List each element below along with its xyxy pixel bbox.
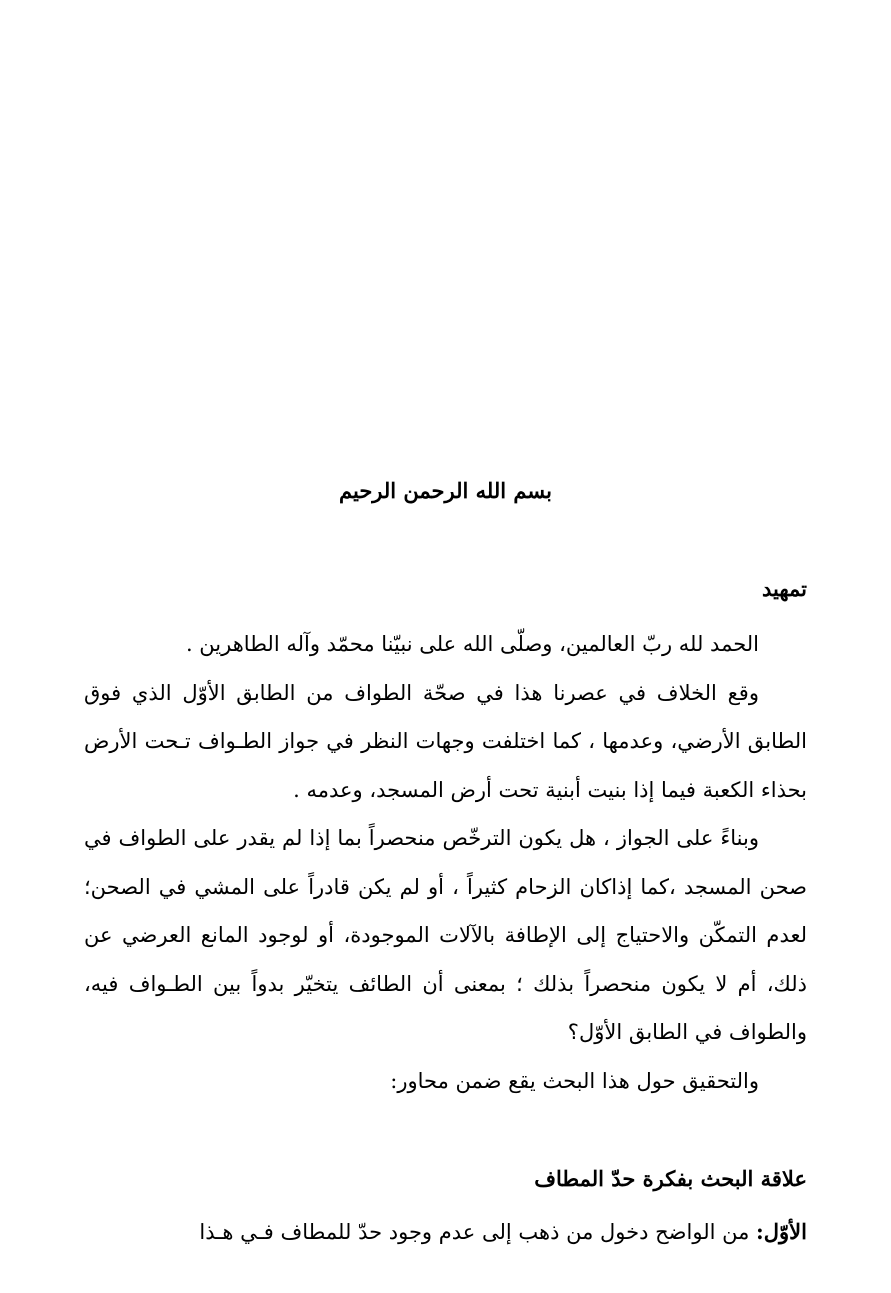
first-axis-label: الأوّل: xyxy=(756,1219,807,1244)
relation-heading: علاقة البحث بفكرة حدّ المطاف xyxy=(534,1166,807,1191)
question-paragraph: وبناءً على الجواز ، هل يكون الترخّص منحصراً بما إذا لم يقدر على الطواف في صحن المسجد ،كما إذاكان الزحام كثيراً ، أو لم يكن قادراً على المشي في الصحن؛ لعدم التمكّن والاحتياج إلى الإطافة بالآلات الموجودة، أو لوجود المانع العرضي عن ذلك، أم لا يكون منحصراً بذلك ؛ بمعنى أن الطائف يتخيّر بدواً بين الطـواف فيه، والطواف في الطابق الأوّل؟ xyxy=(84,826,807,1044)
first-axis-paragraph xyxy=(84,1208,807,1257)
praise-paragraph: الحمد لله ربّ العالمين، وصلّى الله على نبيّنا محمّد وآله الطاهرين . xyxy=(185,632,759,656)
axes-paragraph: والتحقيق حول هذا البحث يقع ضمن محاور: xyxy=(390,1068,759,1093)
intro-heading: تمهيد xyxy=(761,576,807,601)
first-axis-text: من الواضح دخول من ذهب إلى عدم وجود حدّ للمطاف فـي هـذا xyxy=(199,1220,757,1244)
basmala-heading: بسم الله الرحمن الرحيم xyxy=(339,478,552,503)
dispute-paragraph: وقع الخلاف في عصرنا هذا في صحّة الطواف من الطابق الأوّل الذي فوق الطابق الأرضي، وعدمها ، كما اختلفت وجهات النظر في جواز الطـواف تـحت الأرض بحذاء الكعبة فيما إذا بنيت أبنية تحت أرض المسجد، وعدمه . xyxy=(84,680,807,802)
relation-section xyxy=(84,1162,807,1257)
intro-section xyxy=(84,572,807,1105)
